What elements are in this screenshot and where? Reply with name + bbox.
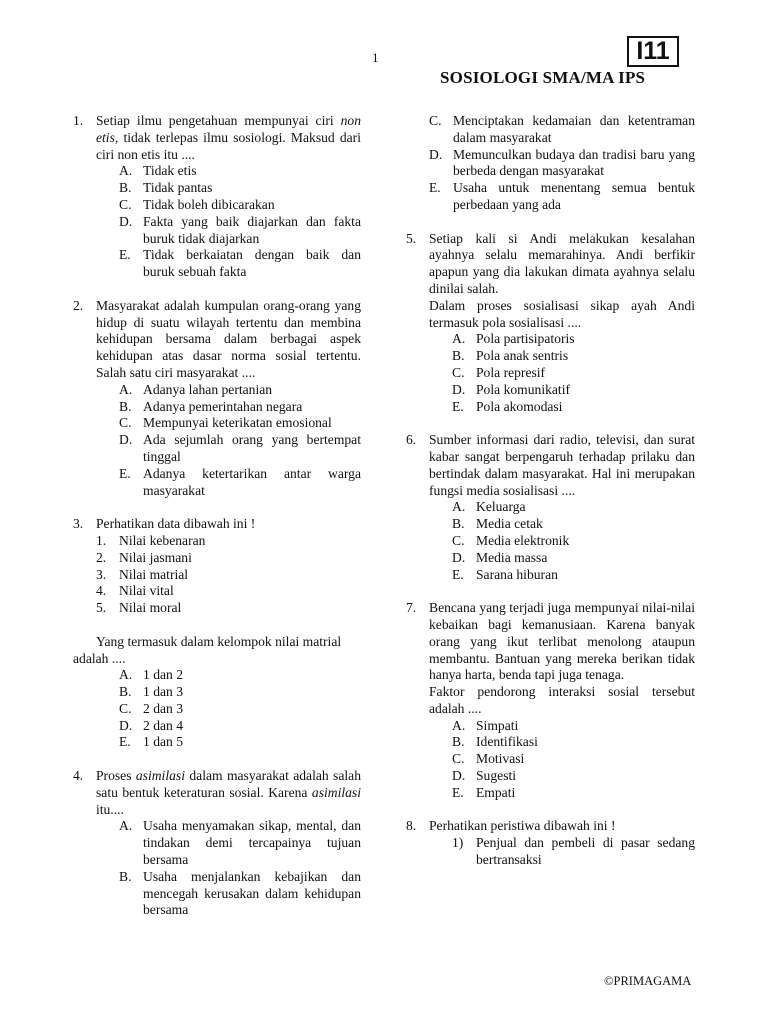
option-e[interactable] (452, 399, 695, 416)
option-c[interactable] (452, 533, 695, 550)
option-a[interactable] (119, 667, 361, 684)
data-list (96, 533, 361, 617)
option-label: C. (429, 113, 442, 128)
option-b[interactable] (119, 684, 361, 701)
item-label: 4. (96, 583, 107, 599)
option-b[interactable] (452, 516, 695, 533)
option-text: Motivasi (476, 751, 525, 767)
question-stem: Perhatikan peristiwa dibawah ini ! (429, 818, 616, 834)
option-label: C. (452, 532, 465, 548)
option-text: Usaha untuk menentang semua bentuk perbedaan yang ada (453, 180, 695, 212)
option-text: Usaha menjalankan kebajikan dan mencegah kerusakan dalam kehidupan bersama (143, 868, 361, 918)
option-a[interactable] (452, 718, 695, 735)
option-e[interactable] (119, 247, 361, 281)
option-e[interactable] (429, 180, 695, 214)
option-label: A. (119, 818, 133, 834)
option-e[interactable] (452, 567, 695, 584)
item-label: 1) (452, 835, 464, 851)
left-column (73, 113, 361, 919)
item-label: 2. (96, 549, 107, 565)
question-number: 3. (73, 516, 84, 532)
option-c[interactable] (429, 113, 695, 147)
option-label: C. (452, 751, 465, 767)
option-text: Memunculkan budaya dan tradisi baru yang berbeda dengan masyarakat (453, 146, 695, 179)
option-label: B. (119, 398, 132, 414)
option-c[interactable] (119, 197, 361, 214)
question-stem (96, 768, 361, 818)
item-label: 5. (96, 600, 107, 616)
right-column (406, 113, 695, 869)
option-c[interactable] (119, 701, 361, 718)
question-3 (73, 516, 361, 617)
option-label: E. (452, 566, 464, 582)
stem-emphasis: asimilasi (135, 768, 185, 784)
option-text: 2 dan 3 (143, 700, 184, 716)
option-text: Tidak pantas (143, 180, 213, 196)
option-label: A. (452, 499, 466, 515)
option-c[interactable] (119, 415, 361, 432)
option-text: Media massa (476, 549, 548, 565)
option-text: Pola akomodasi (476, 398, 563, 414)
option-text: Adanya lahan pertanian (143, 381, 273, 397)
item-label: 3. (96, 566, 107, 582)
option-text: Tidak etis (143, 163, 197, 179)
answer-options (452, 499, 695, 583)
question-5 (406, 231, 695, 416)
option-e[interactable] (452, 785, 695, 802)
option-label: C. (119, 196, 132, 212)
question-number: 2. (73, 297, 84, 313)
option-text: 1 dan 5 (143, 734, 184, 750)
option-label: D. (119, 432, 133, 448)
option-label: E. (429, 180, 441, 196)
question-number: 6. (406, 432, 417, 448)
option-label: C. (452, 364, 465, 380)
list-item (452, 835, 695, 869)
option-b[interactable] (119, 399, 361, 416)
option-text: Keluarga (476, 499, 526, 515)
option-label: E. (119, 734, 131, 750)
list-item (96, 533, 361, 550)
option-a[interactable] (119, 382, 361, 399)
option-label: B. (119, 868, 132, 884)
option-text: Media cetak (476, 516, 543, 532)
option-d[interactable] (429, 147, 695, 181)
question-8 (406, 818, 695, 868)
question-3-prompt: Yang termasuk dalam kelompok nilai matrial adalah .... (73, 633, 342, 666)
answer-options (452, 331, 695, 415)
option-text: Ada sejumlah orang yang bertempat tinggal (143, 432, 361, 464)
stem-emphasis: non etis (96, 113, 361, 145)
option-text: Empati (476, 784, 516, 800)
question-number: 7. (406, 600, 417, 616)
question-stem: Setiap kali si Andi melakukan kesalahan ayahnya selalu memarahinya. Andi berfikir apapun yang dia lakukan dimata ayahnya selalu dinilai salah. (429, 230, 695, 296)
item-text: Nilai moral (119, 600, 182, 616)
stem-text: Proses (96, 768, 136, 784)
option-label: B. (452, 734, 465, 750)
question-stem: Perhatikan data dibawah ini ! (96, 516, 256, 532)
stem-text: Setiap ilmu pengetahuan mempunyai ciri (96, 113, 341, 128)
question-stem: Bencana yang terjadi juga mempunyai nilai-nilai kebaikan bagi kemanusiaan. Karena banyak orang yang ikut terlibat menolong ataupun membantu. Bantuan yang mereka berikan tidak hanya harta, benda tapi juga tenaga. (429, 600, 695, 683)
question-stem: Sumber informasi dari radio, televisi, dan surat kabar sangat berpengaruh terhadap prilaku dan bertindak dalam masyarakat. Hal ini merupakan fungsi media sosialisasi .... (429, 432, 695, 498)
option-label: E. (452, 784, 464, 800)
option-a[interactable] (452, 499, 695, 516)
event-list (452, 835, 695, 869)
answer-options (119, 382, 361, 500)
list-item (96, 600, 361, 617)
question-2 (73, 298, 361, 500)
stem-text: , tidak terlepas ilmu sosiologi. Maksud dari ciri non etis itu .... (96, 129, 361, 162)
option-text: Adanya pemerintahan negara (143, 398, 303, 414)
option-c[interactable] (452, 751, 695, 768)
option-d[interactable] (119, 214, 361, 248)
option-label: E. (119, 465, 131, 481)
option-text: Fakta yang baik diajarkan dan fakta buruk tidak diajarkan (143, 213, 361, 246)
list-item (96, 550, 361, 567)
option-text: Tidak berkaiatan dengan baik dan buruk sebuah fakta (143, 247, 361, 280)
option-text: Sarana hiburan (476, 566, 558, 582)
option-text: Identifikasi (476, 734, 538, 750)
item-label: 1. (96, 532, 107, 548)
option-c[interactable] (452, 365, 695, 382)
option-label: E. (452, 398, 464, 414)
question-number: 1. (73, 113, 84, 128)
option-text: Pola represif (476, 364, 546, 380)
item-text: Nilai kebenaran (119, 532, 206, 548)
subject-title: SOSIOLOGI SMA/MA IPS (440, 68, 646, 87)
option-label: C. (119, 700, 132, 716)
option-label: D. (119, 717, 133, 733)
option-text: Pola komunikatif (476, 381, 571, 397)
answer-options-continued (429, 113, 695, 214)
question-stem-2: Dalam proses sosialisasi sikap ayah Andi termasuk pola sosialisasi .... (429, 297, 695, 330)
option-text: Pola partisipatoris (476, 331, 575, 347)
option-text: 1 dan 2 (143, 667, 184, 683)
option-text: Usaha menyamakan sikap, mental, dan tindakan demi tercapainya tujuan bersama (143, 818, 361, 868)
question-stem: Masyarakat adalah kumpulan orang-orang yang hidup di suatu wilayah tertentu dan membina kehidupan bersama dalam berbagai aspek kehidupan atas dasar norma sosial tertentu. Salah satu ciri masyarakat .... (96, 297, 361, 380)
option-d[interactable] (452, 550, 695, 567)
option-a[interactable] (119, 818, 361, 868)
option-label: D. (452, 549, 466, 565)
option-e[interactable] (119, 466, 361, 500)
option-d[interactable] (452, 382, 695, 399)
exam-code-box: I11 (627, 36, 679, 67)
option-label: D. (452, 768, 466, 784)
question-number: 5. (406, 230, 417, 246)
option-d[interactable] (452, 768, 695, 785)
question-1 (73, 113, 361, 281)
option-label: B. (452, 516, 465, 532)
option-text: Pola anak sentris (476, 348, 569, 364)
option-d[interactable] (119, 718, 361, 735)
option-label: B. (119, 180, 132, 196)
option-b[interactable] (119, 180, 361, 197)
question-number: 8. (406, 818, 417, 834)
answer-options (452, 718, 695, 802)
option-text: Sugesti (476, 768, 517, 784)
option-label: A. (119, 667, 133, 683)
option-label: A. (119, 163, 133, 179)
option-text: Simpati (476, 717, 519, 733)
option-label: A. (452, 717, 466, 733)
item-text: Nilai matrial (119, 566, 189, 582)
list-item (96, 567, 361, 584)
question-7 (406, 600, 695, 802)
question-number: 4. (73, 768, 84, 784)
option-label: D. (429, 146, 443, 162)
option-label: E. (119, 247, 131, 263)
option-label: B. (119, 684, 132, 700)
option-b[interactable] (452, 734, 695, 751)
question-6 (406, 432, 695, 583)
stem-text: itu.... (96, 801, 124, 817)
answer-options (119, 667, 361, 751)
item-text: Nilai vital (119, 583, 174, 599)
option-label: B. (452, 348, 465, 364)
option-label: C. (119, 415, 132, 431)
option-a[interactable] (452, 331, 695, 348)
option-d[interactable] (119, 432, 361, 466)
question-4 (73, 768, 361, 919)
option-e[interactable] (119, 734, 361, 751)
question-stem-2: Faktor pendorong interaksi sosial tersebut adalah .... (429, 684, 695, 716)
option-b[interactable] (452, 348, 695, 365)
option-a[interactable] (119, 163, 361, 180)
item-text: Penjual dan pembeli di pasar sedang bertransaksi (476, 835, 695, 868)
option-text: 2 dan 4 (143, 717, 184, 733)
option-text: Menciptakan kedamaian dan ketentraman dalam masyarakat (453, 113, 695, 145)
option-b[interactable] (119, 869, 361, 919)
stem-text: dalam masyarakat adalah salah satu bentuk keteraturan sosial. Karena (96, 768, 361, 800)
option-label: D. (452, 381, 466, 397)
list-item (96, 583, 361, 600)
question-stem (96, 113, 361, 163)
option-text: Mempunyai keterikatan emosional (143, 415, 332, 431)
stem-emphasis: asimilasi (311, 784, 361, 800)
option-text: Adanya ketertarikan antar warga masyarakat (143, 465, 361, 498)
option-text: 1 dan 3 (143, 684, 184, 700)
answer-options (119, 818, 361, 919)
option-label: D. (119, 213, 133, 229)
answer-options (119, 163, 361, 281)
option-label: A. (119, 381, 133, 397)
item-text: Nilai jasmani (119, 549, 192, 565)
option-text: Media elektronik (476, 532, 570, 548)
option-text: Tidak boleh dibicarakan (143, 196, 275, 212)
option-label: A. (452, 331, 466, 347)
copyright-footer: ©PRIMAGAMA (604, 974, 692, 988)
page-number: 1 (372, 50, 379, 65)
